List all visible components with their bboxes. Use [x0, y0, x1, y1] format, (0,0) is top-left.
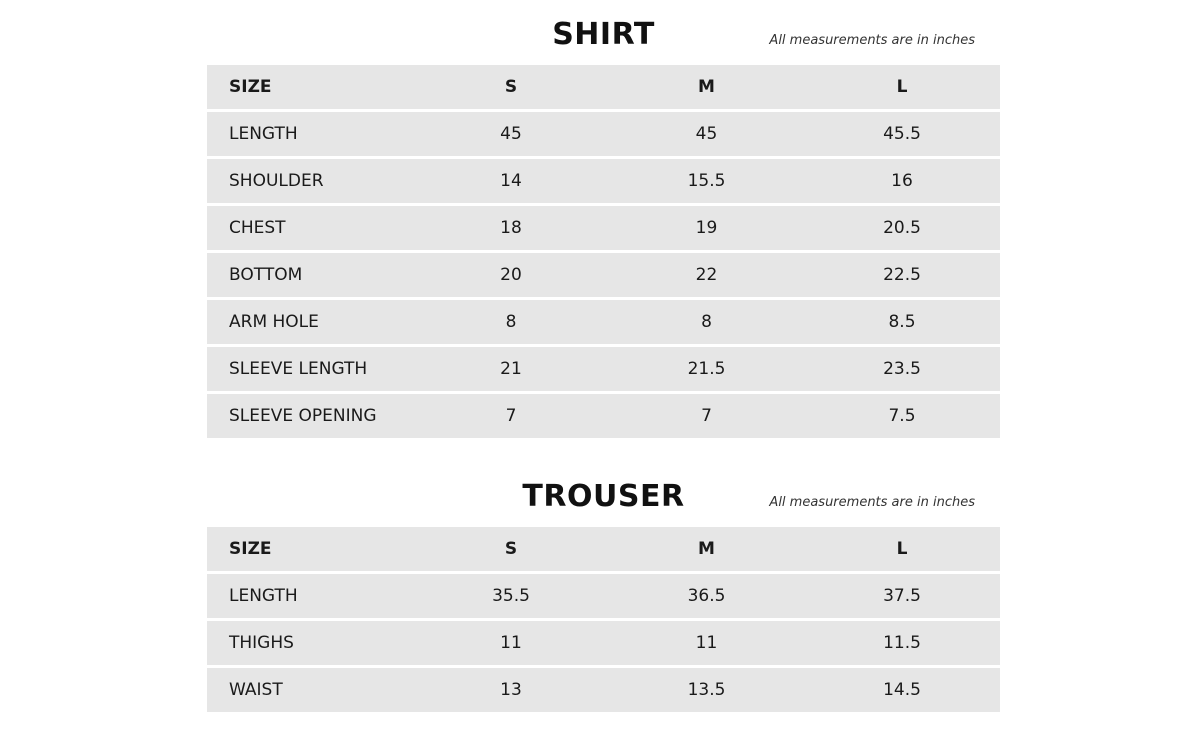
value-l: 23.5	[883, 359, 921, 379]
trouser-size-chart	[207, 462, 1000, 715]
trouser-table	[207, 527, 1000, 712]
value-s: 20	[500, 265, 522, 285]
trouser-header	[207, 462, 1000, 527]
row-label: LENGTH	[229, 124, 298, 144]
value-l: 8.5	[888, 312, 916, 332]
table-row	[207, 112, 1000, 156]
table-row	[207, 253, 1000, 297]
table-row	[207, 347, 1000, 391]
value-s: 21	[500, 359, 522, 379]
shirt-header-size: SIZE	[229, 77, 272, 97]
value-m: 36.5	[687, 586, 726, 606]
shirt-table-header-row	[207, 65, 1000, 109]
row-label: WAIST	[229, 680, 283, 700]
value-s: 7	[505, 406, 517, 426]
value-m: 11	[695, 633, 718, 653]
value-l: 11.5	[883, 633, 921, 653]
value-m: 22	[695, 265, 718, 285]
trouser-header-m: M	[698, 539, 715, 559]
value-s: 14	[500, 171, 522, 191]
value-m: 13.5	[687, 680, 726, 700]
value-l: 20.5	[883, 218, 921, 238]
value-s: 18	[500, 218, 522, 238]
shirt-title: SHIRT	[552, 17, 655, 52]
value-m: 45	[695, 124, 718, 144]
shirt-size-chart	[207, 0, 1000, 441]
value-l: 37.5	[883, 586, 921, 606]
shirt-header	[207, 0, 1000, 65]
table-row	[207, 574, 1000, 618]
value-s: 45	[500, 124, 522, 144]
value-s: 13	[500, 680, 522, 700]
value-m: 19	[695, 218, 718, 238]
trouser-header-s: S	[504, 539, 518, 559]
row-label: LENGTH	[229, 586, 298, 606]
value-m: 7	[701, 406, 712, 426]
row-label: SLEEVE OPENING	[229, 406, 377, 426]
table-row	[207, 300, 1000, 344]
shirt-header-m: M	[698, 77, 715, 97]
trouser-title: TROUSER	[522, 479, 685, 514]
row-label: ARM HOLE	[229, 312, 319, 332]
shirt-header-s: S	[504, 77, 518, 97]
row-label: THIGHS	[229, 633, 294, 653]
value-l: 16	[891, 171, 913, 191]
row-label: SLEEVE LENGTH	[229, 359, 368, 379]
trouser-table-header-row	[207, 527, 1000, 571]
trouser-measurement-note: All measurements are in inches	[769, 495, 975, 510]
value-s: 8	[505, 312, 517, 332]
trouser-header-l: L	[896, 539, 908, 559]
trouser-header-size: SIZE	[229, 539, 272, 559]
table-row	[207, 159, 1000, 203]
table-row	[207, 668, 1000, 712]
value-m: 8	[701, 312, 712, 332]
shirt-table	[207, 65, 1000, 438]
value-l: 7.5	[888, 406, 916, 426]
row-label: CHEST	[229, 218, 286, 238]
value-s: 35.5	[492, 586, 530, 606]
table-row	[207, 206, 1000, 250]
row-label: SHOULDER	[229, 171, 324, 191]
shirt-measurement-note: All measurements are in inches	[769, 33, 975, 48]
value-m: 15.5	[687, 171, 726, 191]
value-l: 22.5	[883, 265, 921, 285]
value-s: 11	[500, 633, 522, 653]
value-l: 14.5	[883, 680, 921, 700]
value-l: 45.5	[883, 124, 921, 144]
row-label: BOTTOM	[229, 265, 303, 285]
table-row	[207, 394, 1000, 438]
value-m: 21.5	[687, 359, 726, 379]
shirt-header-l: L	[896, 77, 908, 97]
table-row	[207, 621, 1000, 665]
